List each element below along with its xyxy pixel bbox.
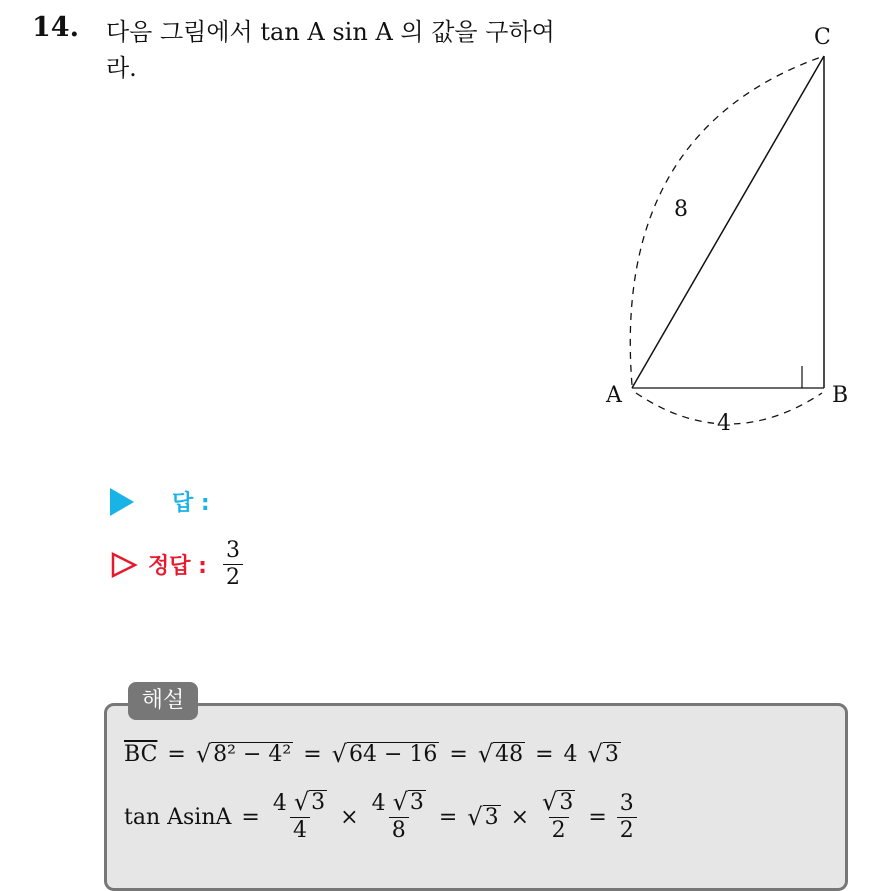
- coefficient: 4: [563, 742, 578, 767]
- radicand: 3: [559, 790, 574, 815]
- equals-sign: =: [167, 742, 186, 767]
- denominator: 2: [549, 817, 569, 844]
- sqrt-expr: √ 48: [477, 740, 524, 768]
- bc-segment: $\overline{BC}$: [124, 742, 158, 767]
- equals-sign: =: [535, 742, 554, 767]
- question-number: 14.: [32, 12, 79, 43]
- answer-row: [110, 486, 210, 517]
- fraction-result: [617, 791, 637, 844]
- fraction-2: 4 √ 3 8: [371, 788, 424, 843]
- fraction-3: √ 3 2: [542, 788, 574, 843]
- label-a: A: [606, 383, 622, 408]
- question-line-1: 다음 그림에서 tan A sin A 의 값을 구하여: [106, 18, 555, 46]
- denominator: 8: [389, 817, 409, 844]
- radicand: 3: [484, 804, 499, 830]
- radicand: 3: [409, 790, 424, 815]
- fraction-1: 4 √ 3 4: [272, 788, 326, 843]
- solution-tag: 해설: [128, 682, 198, 720]
- radicand: 64 − 16: [348, 742, 438, 767]
- correct-fraction: [223, 538, 243, 591]
- times-sign: ×: [340, 804, 359, 830]
- side-ac: [632, 56, 824, 388]
- correct-numerator: 3: [225, 538, 240, 563]
- solution-line-2: [124, 790, 637, 844]
- sqrt-expr: √ 8² − 4²: [195, 740, 292, 768]
- numerator: 3: [619, 790, 634, 816]
- coefficient: 4: [371, 791, 386, 816]
- outline-triangle-icon: [110, 551, 138, 579]
- radicand: 3: [604, 742, 619, 767]
- play-triangle-icon: [110, 488, 134, 516]
- solution-line-1: [124, 742, 621, 767]
- question-line-2: 라.: [106, 54, 137, 82]
- label-b: B: [832, 383, 849, 408]
- radicand: 48: [495, 742, 524, 767]
- denominator: 2: [617, 817, 637, 844]
- sqrt-expr: √ 3: [587, 740, 619, 768]
- coefficient: 4: [272, 791, 287, 816]
- equals-sign: =: [438, 804, 458, 830]
- label-base: 4: [717, 411, 731, 436]
- denominator: 4: [290, 817, 310, 844]
- label-hyp: 8: [674, 197, 688, 222]
- label-c: C: [814, 25, 831, 50]
- question-text: [106, 14, 586, 86]
- equals-sign: =: [241, 804, 260, 830]
- triangle-figure: [590, 20, 880, 440]
- radicand: 8² − 4²: [213, 742, 292, 767]
- correct-denominator: 2: [223, 564, 243, 591]
- sqrt-expr: √ 3: [467, 802, 499, 831]
- times-sign: ×: [510, 804, 530, 830]
- correct-answer-row: [110, 538, 243, 591]
- sqrt-expr: √ 64 − 16: [331, 740, 438, 768]
- equals-sign: =: [303, 742, 322, 767]
- equals-sign: =: [588, 804, 607, 830]
- equals-sign: =: [449, 742, 468, 767]
- tan-sin-expr: tan AsinA: [124, 804, 232, 830]
- correct-label: 정답 :: [148, 554, 207, 579]
- radicand: 3: [311, 790, 326, 815]
- answer-label: 답 :: [172, 491, 210, 516]
